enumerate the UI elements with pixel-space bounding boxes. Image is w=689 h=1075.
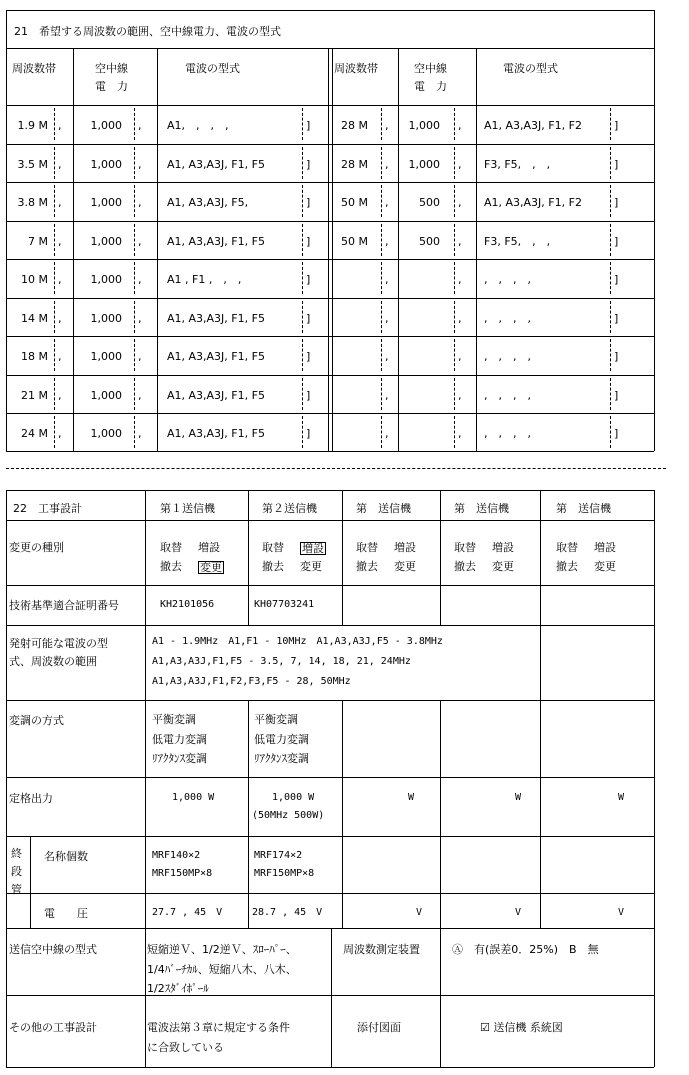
header-power-right: 空中線 [414,62,447,75]
freq-meter-value: Ⓐ 有(誤差0．25%) B 無 [452,943,599,956]
antenna-type-label: 送信空中線の型式 [9,943,97,956]
sep-comma: , [58,388,62,402]
bracket: ] [614,234,619,248]
rated-output-label: 定格出力 [9,792,53,805]
table21-column-line [476,48,477,451]
left-types-value: A1, A3,A3J, F1, F5 [167,388,265,402]
dashed-divider [381,378,382,410]
left-band-value: 3.8 M [17,196,48,209]
bracket: ] [614,311,619,325]
table22-row-line [6,490,654,491]
voltage-tx4: V [515,907,522,918]
modulation-label: 変調の方式 [9,714,64,727]
bracket: ] [614,427,619,440]
left-types-value: A1, A3,A3J, F1, F5 [167,311,265,325]
dashed-divider [302,378,303,410]
dashed-divider [610,224,611,256]
sep-comma: , [385,157,389,171]
left-types-value: A1, A3,A3J, F5, [167,196,249,209]
tx-header-4: 第 送信機 [454,502,509,515]
dashed-divider [381,185,382,217]
dashed-divider [54,185,55,217]
right-power-value: 1,000 [408,157,440,171]
sep-comma: , [458,388,462,402]
section21-title: 21 希望する周波数の範囲、空中線電力、電波の型式 [14,25,281,38]
section22-title: 22 工事設計 [13,502,82,515]
dashed-divider [454,301,455,333]
dashed-divider [381,301,382,333]
attached-drawings-value[interactable]: ☑ 送信機 系統図 [480,1021,563,1034]
sep-comma: , [385,427,389,440]
sep-comma: , [138,273,142,286]
dashed-divider [302,262,303,294]
change-option-add[interactable]: 増設 [302,542,324,555]
right-band-value: 50 M [341,234,368,248]
dashed-divider [302,416,303,448]
sep-comma: , [138,157,142,171]
table22-border [6,490,7,1067]
final-stage-label: 段 [11,865,22,878]
sep-comma: , [385,311,389,325]
sep-comma: , [58,196,62,209]
rated-output-tx5: W [618,792,625,803]
modulation-tx2: ﾘｱｸﾀﾝｽ変調 [254,752,309,765]
table22-row-line [6,520,654,521]
bracket: ] [306,234,311,248]
table21-column-line [398,48,399,451]
emission-label-1: 発射可能な電波の型 [9,637,108,650]
final-stage-label: 管 [11,883,22,896]
tx-header-5: 第 送信機 [556,502,611,515]
table21-column-line [328,48,329,451]
dashed-divider [134,185,135,217]
left-band-value: 18 M [21,350,48,363]
right-types-value: , , , , [484,350,531,363]
sep-comma: , [385,388,389,402]
bracket: ] [306,157,311,171]
left-band-value: 21 M [21,388,48,402]
table21-column-line [6,48,7,451]
left-power-value: 1,000 [90,427,122,440]
dashed-divider [454,147,455,179]
change-option-remove[interactable]: 撤去 [262,560,284,573]
table21-column-line [654,48,655,451]
sep-comma: , [385,350,389,363]
change-type-label: 変更の種別 [9,541,64,554]
header-band-left: 周波数帯 [12,62,56,75]
cert-number-label: 技術基準適合証明番号 [9,599,119,612]
freq-meter-label: 周波数測定装置 [343,943,420,956]
tube-tx2: MRF150MP×8 [254,868,315,879]
dashed-divider [134,378,135,410]
bracket: ] [306,311,311,325]
sep-comma: , [385,119,389,132]
table22-column-line [331,928,332,1067]
change-option-modify[interactable]: 変更 [594,560,616,573]
sep-comma: , [458,350,462,363]
dashed-divider [134,147,135,179]
dashed-divider [454,108,455,140]
change-option-modify[interactable]: 変更 [300,560,322,573]
left-power-value: 1,000 [90,196,122,209]
left-power-value: 1,000 [90,157,122,171]
tube-tx1: MRF140×2 [152,850,201,861]
bracket: ] [614,157,619,171]
emission-label-2: 式、周波数の範囲 [9,655,97,668]
emission-line: A1,A3,A3J,F1,F2,F3,F5 - 28, 50MHz [152,676,351,687]
cert-number-tx2: KH07703241 [254,599,315,610]
sep-comma: , [58,273,62,286]
rated-output-tx1: 1,000 W [172,792,215,803]
section-separator [6,468,666,469]
table22-row-line [6,625,654,626]
header-power-right-2: 電 力 [414,80,447,93]
dashed-divider [454,224,455,256]
change-option-add[interactable]: 増設 [394,541,416,554]
header-power-left-2: 電 力 [95,80,128,93]
dashed-divider [302,224,303,256]
left-band-value: 1.9 M [17,119,48,132]
dashed-divider [610,416,611,448]
bracket: ] [614,388,619,402]
table21-border [6,48,654,49]
left-power-value: 1,000 [90,311,122,325]
dashed-divider [54,224,55,256]
sep-comma: , [458,427,462,440]
rated-output-tx4: W [515,792,522,803]
table22-column-line [248,490,249,625]
dashed-divider [610,378,611,410]
dashed-divider [454,378,455,410]
left-power-value: 1,000 [90,350,122,363]
dashed-divider [381,262,382,294]
modulation-tx1: ﾘｱｸﾀﾝｽ変調 [152,752,207,765]
dashed-divider [454,185,455,217]
header-power-left: 空中線 [95,62,128,75]
voltage-tx2: 28.7 , 45 V [252,907,323,918]
sep-comma: , [138,119,142,132]
tx-header-1: 第１送信機 [160,502,215,515]
right-power-value: 500 [419,196,440,209]
sep-comma: , [58,427,62,440]
change-option-remove[interactable]: 撤去 [160,560,182,573]
sep-comma: , [138,427,142,440]
table22-column-line [145,490,146,625]
sep-comma: , [458,119,462,132]
header-band-right: 周波数帯 [334,62,378,75]
table21-row-line [6,221,654,222]
table22-column-line [440,928,441,1067]
voltage-label: 電 圧 [44,907,88,920]
dashed-divider [54,147,55,179]
table21-row-line [6,259,654,260]
sep-comma: , [458,273,462,286]
sep-comma: , [458,234,462,248]
dashed-divider [610,147,611,179]
rated-output-note: (50MHz 500W) [252,810,325,821]
table22-column-line [145,928,146,1067]
change-option-remove[interactable]: 撤去 [454,560,476,573]
dashed-divider [302,185,303,217]
table21-border [6,10,7,48]
table22-row-line [6,700,654,701]
tx-header-3: 第 送信機 [356,502,411,515]
right-types-value: A1, A3,A3J, F1, F2 [484,196,582,209]
sep-comma: , [58,311,62,325]
dashed-divider [302,147,303,179]
sep-comma: , [138,311,142,325]
table22-column-line [342,490,343,625]
modulation-tx1: 平衡変調 [152,713,196,726]
left-power-value: 1,000 [90,273,122,286]
table22-column-line [540,625,541,700]
dashed-divider [610,262,611,294]
right-types-value: , , , , [484,427,531,440]
change-option-modify[interactable]: 変更 [200,561,222,574]
change-option-replace[interactable]: 取替 [356,541,378,554]
dashed-divider [454,416,455,448]
table22-column-line [540,490,541,625]
left-band-value: 14 M [21,311,48,325]
table21-border [6,105,654,106]
left-band-value: 24 M [21,427,48,440]
sep-comma: , [458,196,462,209]
bracket: ] [306,350,311,363]
dashed-divider [610,185,611,217]
change-option-modify[interactable]: 変更 [492,560,514,573]
emission-line: A1,A3,A3J,F1,F5 - 3.5, 7, 14, 18, 21, 24MHz [152,656,411,667]
sep-comma: , [58,119,62,132]
sep-comma: , [58,157,62,171]
header-type-right: 電波の型式 [503,62,558,75]
dashed-divider [134,416,135,448]
change-option-replace[interactable]: 取替 [454,541,476,554]
change-option-add[interactable]: 増設 [594,541,616,554]
table22-column-line [145,625,146,700]
table21-row-line [6,182,654,183]
table21-border [654,10,655,48]
table21-column-line [73,48,74,451]
dashed-divider [302,108,303,140]
right-power-value: 500 [419,234,440,248]
change-option-replace[interactable]: 取替 [262,541,284,554]
right-band-value: 50 M [341,196,368,209]
sep-comma: , [385,196,389,209]
bracket: ] [306,196,311,209]
right-types-value: F3, F5, , , [484,234,551,248]
right-types-value: F3, F5, , , [484,157,551,171]
antenna-type-line: 1/4ﾊﾞｰﾁｶﾙ、短縮八木、八木、 [147,963,297,976]
header-type-left: 電波の型式 [185,62,240,75]
dashed-divider [134,224,135,256]
change-option-remove[interactable]: 撤去 [356,560,378,573]
right-band-value: 28 M [341,157,368,171]
change-option-replace[interactable]: 取替 [160,541,182,554]
dashed-divider [54,339,55,371]
table22-row-line [6,995,654,996]
left-types-value: A1 , F1 , , , [167,273,242,286]
dashed-divider [54,108,55,140]
table21-row-line [6,413,654,414]
dashed-divider [134,339,135,371]
right-types-value: , , , , [484,273,531,286]
dashed-divider [610,108,611,140]
dashed-divider [381,224,382,256]
left-band-value: 3.5 M [17,157,48,171]
dashed-divider [134,262,135,294]
bracket: ] [306,273,311,286]
dashed-divider [302,301,303,333]
dashed-divider [54,301,55,333]
sep-comma: , [138,388,142,402]
dashed-divider [610,301,611,333]
bracket: ] [306,119,311,132]
left-types-value: A1, A3,A3J, F1, F5 [167,234,265,248]
table21-row-line [6,336,654,337]
dashed-divider [54,378,55,410]
sep-comma: , [385,273,389,286]
sep-comma: , [458,157,462,171]
left-types-value: A1, A3,A3J, F1, F5 [167,157,265,171]
table22-border [654,490,655,1067]
other-design-label: その他の工事設計 [9,1021,97,1034]
voltage-tx1: 27.7 , 45 V [152,907,223,918]
voltage-tx3: V [416,907,423,918]
left-types-value: A1, A3,A3J, F1, F5 [167,427,265,440]
tube-name-count-label: 名称個数 [44,850,88,863]
change-option-replace[interactable]: 取替 [556,541,578,554]
modulation-tx1: 低電力変調 [152,733,207,746]
change-option-remove[interactable]: 撤去 [556,560,578,573]
table22-row-line [6,928,654,929]
table21-row-line [6,144,654,145]
sep-comma: , [58,234,62,248]
bracket: ] [306,388,311,402]
sep-comma: , [138,234,142,248]
table22-column-line [440,490,441,625]
dashed-divider [381,108,382,140]
left-types-value: A1, A3,A3J, F1, F5 [167,350,265,363]
attached-drawings-label: 添付図面 [357,1021,401,1034]
left-power-value: 1,000 [90,234,122,248]
sep-comma: , [138,196,142,209]
left-power-value: 1,000 [90,119,122,132]
left-band-value: 10 M [21,273,48,286]
antenna-type-line: 短縮逆Ｖ、1/2逆Ｖ、ｽﾛｰﾊﾟｰ、 [147,943,297,956]
change-option-add[interactable]: 増設 [198,541,220,554]
modulation-tx2: 平衡変調 [254,713,298,726]
dashed-divider [302,339,303,371]
sep-comma: , [385,234,389,248]
rated-output-tx3: W [408,792,415,803]
dashed-divider [610,339,611,371]
table22-column-line [30,836,31,928]
rated-output-tx2: 1,000 W [272,792,315,803]
dashed-divider [454,262,455,294]
left-power-value: 1,000 [90,388,122,402]
dashed-divider [381,416,382,448]
modulation-tx2: 低電力変調 [254,733,309,746]
right-band-value: 28 M [341,119,368,132]
table22-row-line [6,777,654,778]
table22-row-line [6,836,654,837]
table21-border [6,10,654,11]
table21-column-line [157,48,158,451]
bracket: ] [306,427,311,440]
table22-row-line [6,1067,654,1068]
right-types-value: A1, A3,A3J, F1, F2 [484,119,582,132]
dashed-divider [54,416,55,448]
right-types-value: , , , , [484,388,531,402]
dashed-divider [134,301,135,333]
cert-number-tx1: KH2101056 [160,599,215,610]
change-option-modify[interactable]: 変更 [394,560,416,573]
left-band-value: 7 M [28,234,48,248]
table21-row-line [6,375,654,376]
table22-row-line [6,585,654,586]
emission-line: A1 - 1.9MHz A1,F1 - 10MHz A1,A3,A3J,F5 - 3.8MHz [152,636,443,647]
dashed-divider [454,339,455,371]
other-design-line: に合致している [147,1041,224,1054]
right-power-value: 1,000 [408,119,440,132]
bracket: ] [614,350,619,363]
table21-column-line [332,48,333,451]
sep-comma: , [58,350,62,363]
final-stage-label: 終 [11,847,22,860]
tube-tx2: MRF174×2 [254,850,303,861]
dashed-divider [381,339,382,371]
table21-border [6,451,654,452]
change-option-add[interactable]: 増設 [492,541,514,554]
voltage-tx5: V [618,907,625,918]
antenna-type-line: 1/2ｽﾀﾞｲﾎﾟｰﾙ [147,982,209,995]
tube-tx1: MRF150MP×8 [152,868,213,879]
table21-row-line [6,298,654,299]
dashed-divider [54,262,55,294]
right-types-value: , , , , [484,311,531,325]
bracket: ] [614,196,619,209]
dashed-divider [134,108,135,140]
table22-row-line [30,893,654,894]
bracket: ] [614,273,619,286]
bracket: ] [614,119,619,132]
tx-header-2: 第２送信機 [262,502,317,515]
left-types-value: A1, , , , [167,119,229,132]
sep-comma: , [458,311,462,325]
dashed-divider [381,147,382,179]
sep-comma: , [138,350,142,363]
other-design-line: 電波法第３章に規定する条件 [147,1021,290,1034]
